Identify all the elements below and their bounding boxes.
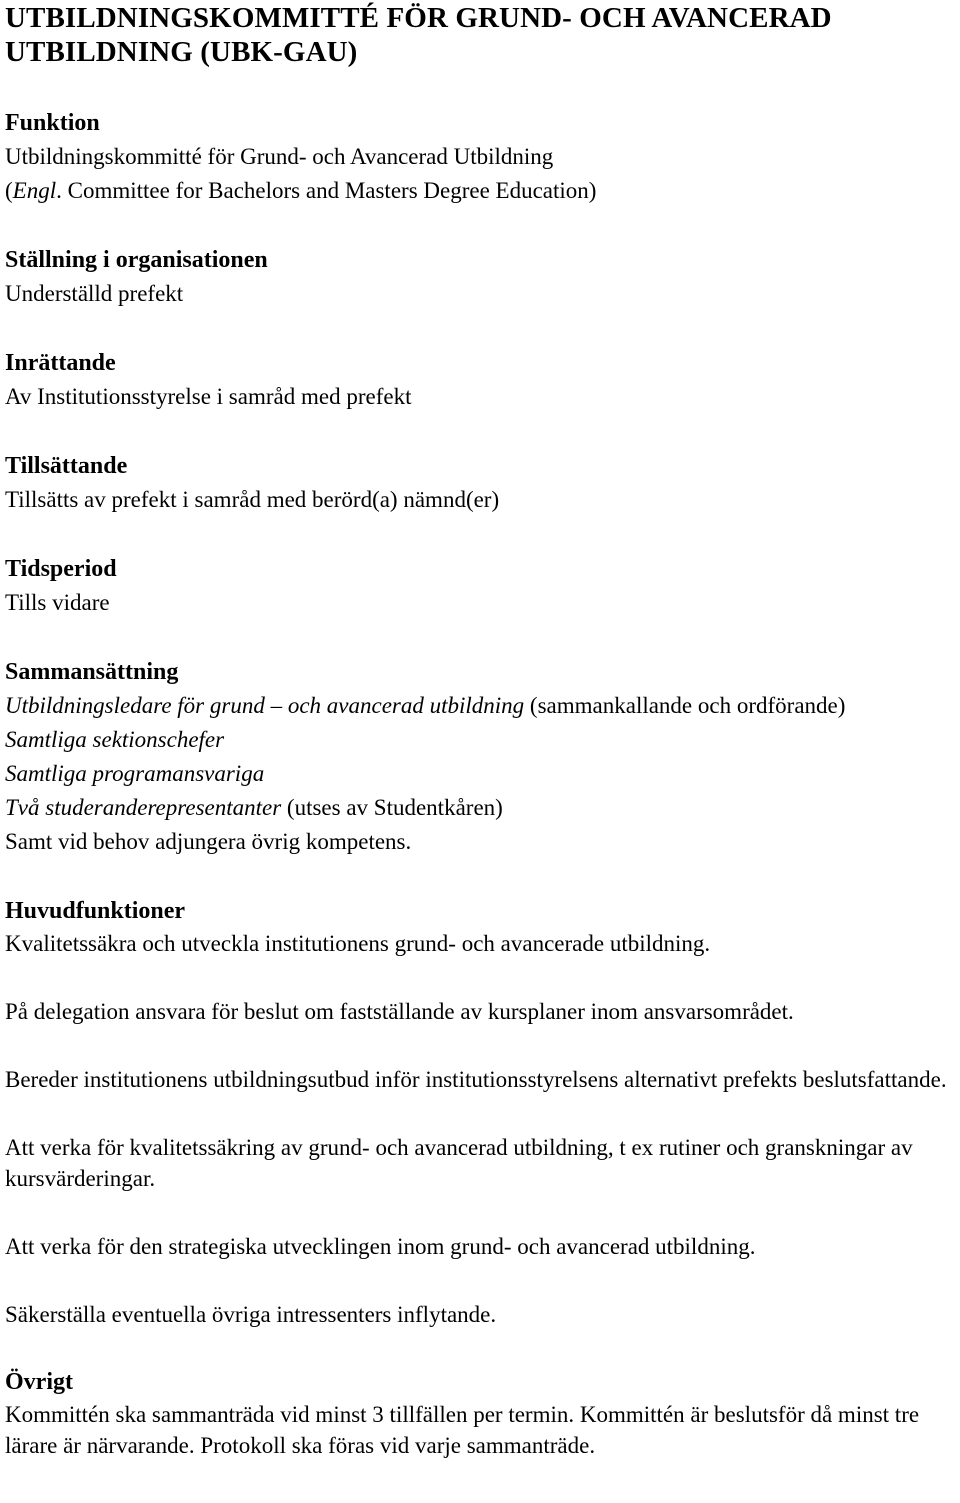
member-line xyxy=(5,825,960,859)
funktion-line-1: Utbildningskommitté för Grund- och Avancerad Utbildning xyxy=(5,144,554,169)
document-title-line-2: UTBILDNING (UBK-GAU) xyxy=(5,36,358,68)
member-line xyxy=(5,723,960,757)
section-tidsperiod xyxy=(5,552,960,620)
section-heading-funktion: Funktion xyxy=(5,110,100,136)
section-heading-tillsattande: Tillsättande xyxy=(5,453,128,479)
huvudfunktion-item: Att verka för den strategiska utvecklingen inom grund- och avancerad utbildning. xyxy=(5,1234,756,1259)
document-page xyxy=(5,0,960,1461)
huvudfunktion-item: Säkerställa eventuella övriga intressenters inflytande. xyxy=(5,1302,497,1327)
stallning-text: Underställd prefekt xyxy=(5,281,184,306)
section-inrattande xyxy=(5,346,960,414)
section-heading-ovrigt: Övrigt xyxy=(5,1369,73,1395)
section-heading-huvudfunktioner: Huvudfunktioner xyxy=(5,898,186,924)
member-role: Utbildningsledare för grund – och avancerad utbildning xyxy=(5,693,525,718)
document-title-line-1: UTBILDNINGSKOMMITTÉ FÖR GRUND- OCH AVANCERAD xyxy=(5,2,832,34)
huvudfunktion-item: På delegation ansvara för beslut om fastställande av kursplaner inom ansvarsområdet. xyxy=(5,999,794,1024)
member-note: Samt vid behov adjungera övrig kompetens. xyxy=(5,829,412,854)
section-tillsattande xyxy=(5,449,960,517)
member-line xyxy=(5,791,960,825)
member-line xyxy=(5,689,960,723)
member-line xyxy=(5,757,960,791)
huvudfunktion-item: Kvalitetssäkra och utveckla institutionens grund- och avancerade utbildning. xyxy=(5,931,711,956)
member-note: (utses av Studentkåren) xyxy=(281,795,503,820)
huvudfunktion-item: Att verka för kvalitetssäkring av grund- och avancerad utbildning, t ex rutiner och granskningar av kursvärderingar. xyxy=(5,1135,913,1191)
section-huvudfunktioner xyxy=(5,894,960,1330)
section-ovrigt xyxy=(5,1365,960,1461)
section-heading-tidsperiod: Tidsperiod xyxy=(5,556,117,582)
member-role: Två studeranderepresentanter xyxy=(5,795,282,820)
funktion-line-2-rest: . Committee for Bachelors and Masters Degree Education) xyxy=(56,178,597,203)
huvudfunktion-item: Bereder institutionens utbildningsutbud inför institutionsstyrelsens alternativt prefekts beslutsfattande. xyxy=(5,1067,947,1092)
ovrigt-text: Kommittén ska sammanträda vid minst 3 tillfällen per termin. Kommittén är beslutsför då minst tre lärare är närvarande. Protokoll ska föras vid varje sammanträde. xyxy=(5,1402,920,1458)
funktion-line-2-italic: Engl xyxy=(12,178,57,203)
document-title xyxy=(5,0,960,69)
section-sammansattning xyxy=(5,655,960,859)
inrattande-text: Av Institutionsstyrelse i samråd med prefekt xyxy=(5,384,412,409)
section-heading-sammansattning: Sammansättning xyxy=(5,659,179,685)
tidsperiod-text: Tills vidare xyxy=(5,590,110,615)
section-heading-inrattande: Inrättande xyxy=(5,350,116,376)
funktion-line-2-open: ( xyxy=(5,178,13,203)
member-role: Samtliga programansvariga xyxy=(5,761,265,786)
funktion-line-2 xyxy=(5,174,960,208)
section-stallning xyxy=(5,243,960,311)
section-heading-stallning: Ställning i organisationen xyxy=(5,247,268,273)
section-funktion xyxy=(5,106,960,208)
member-note: (sammankallande och ordförande) xyxy=(524,693,846,718)
tillsattande-text: Tillsätts av prefekt i samråd med berörd(a) nämnd(er) xyxy=(5,487,500,512)
member-role: Samtliga sektionschefer xyxy=(5,727,225,752)
